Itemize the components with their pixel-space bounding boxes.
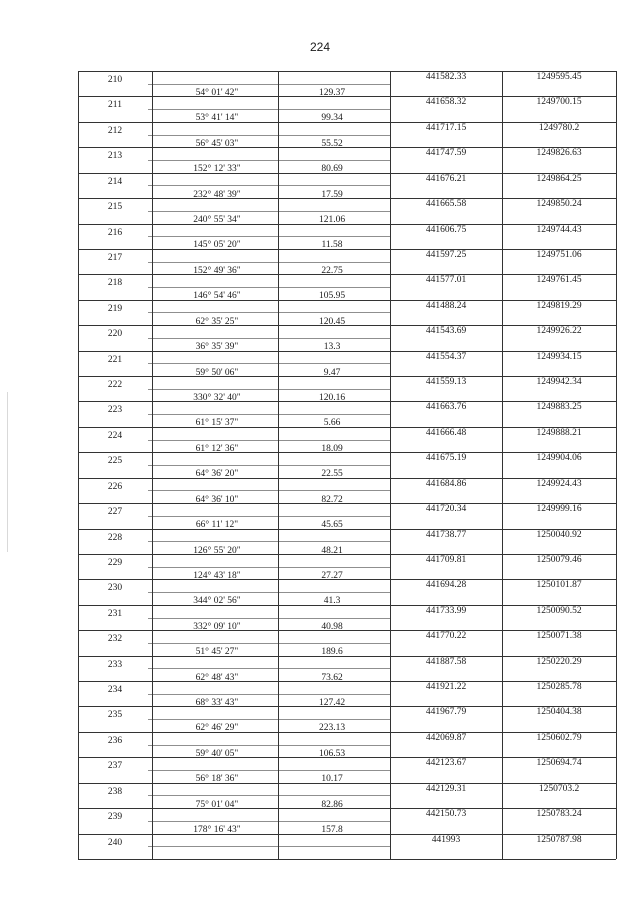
point-number: 214 <box>107 177 123 187</box>
table-mid-rule <box>148 287 390 288</box>
segment-length: 22.75 <box>321 266 343 276</box>
segment-length: 129.37 <box>318 88 346 98</box>
point-number: 212 <box>107 126 123 136</box>
table-mid-rule <box>148 185 390 186</box>
y-coordinate: 1249744.43 <box>536 225 582 235</box>
point-number: 221 <box>107 355 123 365</box>
table-mid-rule <box>148 160 390 161</box>
y-coordinate: 1250040.92 <box>536 530 582 540</box>
table-mid-rule <box>148 821 390 822</box>
point-number: 215 <box>107 202 123 212</box>
table-mid-rule <box>148 465 390 466</box>
y-coordinate: 1250694.74 <box>536 758 582 768</box>
direction-angle: 56° 18' 36" <box>195 774 239 784</box>
table-mid-rule <box>148 592 390 593</box>
table-mid-rule <box>148 770 390 771</box>
direction-angle: 68° 33' 43" <box>195 698 239 708</box>
segment-length: 157.8 <box>321 825 343 835</box>
y-coordinate: 1250787.98 <box>536 835 582 845</box>
page-number: 224 <box>309 40 331 54</box>
x-coordinate: 441676.21 <box>425 174 467 184</box>
table-mid-rule <box>148 719 390 720</box>
segment-length: 13.3 <box>323 342 341 352</box>
point-number: 237 <box>107 761 123 771</box>
point-number: 238 <box>107 787 123 797</box>
direction-angle: 59° 40' 05" <box>195 749 239 759</box>
point-number: 218 <box>107 278 123 288</box>
segment-length: 9.47 <box>323 368 341 378</box>
y-coordinate: 1250783.24 <box>536 809 582 819</box>
x-coordinate: 442150.73 <box>425 809 467 819</box>
point-number: 229 <box>107 558 123 568</box>
y-coordinate: 1249904.06 <box>536 453 582 463</box>
y-coordinate: 1249926.22 <box>536 326 582 336</box>
segment-length: 73.62 <box>321 673 343 683</box>
y-coordinate: 1249942.34 <box>536 377 582 387</box>
point-number: 226 <box>107 482 123 492</box>
table-mid-rule <box>148 109 390 110</box>
direction-angle: 53° 41' 14" <box>195 113 239 123</box>
point-number: 231 <box>107 609 123 619</box>
segment-length: 45.65 <box>321 520 343 530</box>
direction-angle: 344° 02' 56" <box>193 596 241 606</box>
segment-length: 80.69 <box>321 164 343 174</box>
direction-angle: 36° 35' 39" <box>195 342 239 352</box>
point-number: 224 <box>107 431 123 441</box>
direction-angle: 178° 16' 43" <box>193 825 241 835</box>
x-coordinate: 441582.33 <box>425 72 467 82</box>
segment-length: 41.3 <box>323 596 341 606</box>
point-number: 239 <box>107 812 123 822</box>
y-coordinate: 1249850.24 <box>536 199 582 209</box>
x-coordinate: 441694.28 <box>425 580 467 590</box>
segment-length: 120.45 <box>318 317 346 327</box>
segment-length: 82.72 <box>321 495 343 505</box>
point-number: 210 <box>107 75 123 85</box>
x-coordinate: 441887.58 <box>425 657 467 667</box>
x-coordinate: 441675.19 <box>425 453 467 463</box>
y-coordinate: 1249999.16 <box>536 504 582 514</box>
table-mid-rule <box>148 490 390 491</box>
table-mid-rule <box>148 745 390 746</box>
table-mid-rule <box>148 440 390 441</box>
segment-length: 121.06 <box>318 215 346 225</box>
x-coordinate: 442129.31 <box>425 784 467 794</box>
x-coordinate: 441770.22 <box>425 631 467 641</box>
point-number: 232 <box>107 634 123 644</box>
direction-angle: 232° 48' 39" <box>193 190 241 200</box>
x-coordinate: 441709.81 <box>425 555 467 565</box>
point-number: 216 <box>107 228 123 238</box>
x-coordinate: 442069.87 <box>425 733 467 743</box>
x-coordinate: 441733.99 <box>425 606 467 616</box>
table-vertical-rule <box>616 71 617 859</box>
point-number: 220 <box>107 329 123 339</box>
table-mid-rule <box>148 211 390 212</box>
table-mid-rule <box>148 389 390 390</box>
segment-length: 40.98 <box>321 622 343 632</box>
direction-angle: 54° 01' 42" <box>195 88 239 98</box>
y-coordinate: 1249780.2 <box>538 123 580 133</box>
table-mid-rule <box>148 262 390 263</box>
table-mid-rule <box>148 363 390 364</box>
segment-length: 17.59 <box>321 190 343 200</box>
y-coordinate: 1249761.45 <box>536 275 582 285</box>
point-number: 219 <box>107 304 123 314</box>
y-coordinate: 1250079.46 <box>536 555 582 565</box>
table-mid-rule <box>148 541 390 542</box>
table-mid-rule <box>148 516 390 517</box>
y-coordinate: 1249924.43 <box>536 479 582 489</box>
y-coordinate: 1250703.2 <box>538 784 580 794</box>
x-coordinate: 441577.01 <box>425 275 467 285</box>
segment-length: 48.21 <box>321 546 343 556</box>
y-coordinate: 1249888.21 <box>536 428 582 438</box>
segment-length: 223.13 <box>318 723 346 733</box>
point-number: 233 <box>107 660 123 670</box>
direction-angle: 152° 49' 36" <box>193 266 241 276</box>
point-number: 227 <box>107 507 123 517</box>
direction-angle: 62° 35' 25" <box>195 317 239 327</box>
table-mid-rule <box>148 338 390 339</box>
x-coordinate: 441606.75 <box>425 225 467 235</box>
x-coordinate: 441597.25 <box>425 250 467 260</box>
segment-length: 82.86 <box>321 800 343 810</box>
direction-angle: 66° 11' 12" <box>195 520 239 530</box>
x-coordinate: 441559.13 <box>425 377 467 387</box>
y-coordinate: 1250285.78 <box>536 682 582 692</box>
x-coordinate: 441684.86 <box>425 479 467 489</box>
direction-angle: 145° 05' 20" <box>193 240 241 250</box>
table-mid-rule <box>148 312 390 313</box>
point-number: 222 <box>107 380 123 390</box>
y-coordinate: 1250404.38 <box>536 707 582 717</box>
segment-length: 55.52 <box>321 139 343 149</box>
y-coordinate: 1249826.63 <box>536 148 582 158</box>
direction-angle: 62° 48' 43" <box>195 673 239 683</box>
table-mid-rule <box>148 135 390 136</box>
x-coordinate: 441921.22 <box>425 682 467 692</box>
segment-length: 99.34 <box>321 113 343 123</box>
x-coordinate: 441717.15 <box>425 123 467 133</box>
x-coordinate: 441720.34 <box>425 504 467 514</box>
table-mid-rule <box>148 694 390 695</box>
table-mid-rule <box>148 668 390 669</box>
y-coordinate: 1250090.52 <box>536 606 582 616</box>
segment-length: 11.58 <box>321 240 343 250</box>
direction-angle: 240° 55' 34" <box>193 215 241 225</box>
direction-angle: 75° 01' 04" <box>195 800 239 810</box>
table-mid-rule <box>148 618 390 619</box>
table-mid-rule <box>148 643 390 644</box>
direction-angle: 64° 36' 20" <box>195 469 239 479</box>
x-coordinate: 441488.24 <box>425 301 467 311</box>
direction-angle: 332° 09' 10" <box>193 622 241 632</box>
point-number: 213 <box>107 151 123 161</box>
x-coordinate: 441554.37 <box>425 352 467 362</box>
segment-length: 27.27 <box>321 571 343 581</box>
segment-length: 189.6 <box>321 647 343 657</box>
point-number: 228 <box>107 533 123 543</box>
x-coordinate: 441747.59 <box>425 148 467 158</box>
direction-angle: 61° 12' 36" <box>195 444 239 454</box>
point-number: 211 <box>108 100 122 110</box>
table-mid-rule <box>148 414 390 415</box>
direction-angle: 126° 55' 20" <box>193 546 241 556</box>
table-mid-rule <box>148 567 390 568</box>
table-mid-rule <box>148 846 390 847</box>
direction-angle: 64° 36' 10" <box>195 495 239 505</box>
point-number: 234 <box>107 685 123 695</box>
direction-angle: 59° 50' 06" <box>195 368 239 378</box>
point-number: 230 <box>107 583 123 593</box>
direction-angle: 61° 15' 37" <box>195 418 239 428</box>
segment-length: 106.53 <box>318 749 346 759</box>
direction-angle: 146° 54' 46" <box>193 291 241 301</box>
point-number: 217 <box>107 253 123 263</box>
table-mid-rule <box>148 236 390 237</box>
x-coordinate: 441666.48 <box>425 428 467 438</box>
point-number: 225 <box>107 456 123 466</box>
y-coordinate: 1249864.25 <box>536 174 582 184</box>
x-coordinate: 441993 <box>431 835 461 845</box>
segment-length: 22.55 <box>321 469 343 479</box>
table-mid-rule <box>148 84 390 85</box>
y-coordinate: 1249700.15 <box>536 97 582 107</box>
x-coordinate: 441663.76 <box>425 402 467 412</box>
direction-angle: 330° 32' 40" <box>193 393 241 403</box>
y-coordinate: 1249751.06 <box>536 250 582 260</box>
y-coordinate: 1249595.45 <box>536 72 582 82</box>
segment-length: 120.16 <box>318 393 346 403</box>
y-coordinate: 1249934.15 <box>536 352 582 362</box>
segment-length: 105.95 <box>318 291 346 301</box>
direction-angle: 56° 45' 03" <box>195 139 239 149</box>
point-number: 236 <box>107 736 123 746</box>
x-coordinate: 442123.67 <box>425 758 467 768</box>
y-coordinate: 1250071.38 <box>536 631 582 641</box>
x-coordinate: 441665.58 <box>425 199 467 209</box>
point-number: 235 <box>107 710 123 720</box>
direction-angle: 152° 12' 33" <box>193 164 241 174</box>
point-number: 223 <box>107 405 123 415</box>
x-coordinate: 441967.79 <box>425 707 467 717</box>
table-vertical-rule <box>78 71 79 859</box>
segment-length: 10.17 <box>321 774 343 784</box>
y-coordinate: 1250101.87 <box>536 580 582 590</box>
table-horizontal-rule <box>78 859 616 860</box>
y-coordinate: 1249819.29 <box>536 301 582 311</box>
x-coordinate: 441738.77 <box>425 530 467 540</box>
segment-length: 127.42 <box>318 698 346 708</box>
x-coordinate: 441543.69 <box>425 326 467 336</box>
segment-length: 5.66 <box>323 418 341 428</box>
segment-length: 18.09 <box>321 444 343 454</box>
table-mid-rule <box>148 795 390 796</box>
y-coordinate: 1250220.29 <box>536 657 582 667</box>
direction-angle: 51° 45' 27" <box>195 647 239 657</box>
y-coordinate: 1250602.79 <box>536 733 582 743</box>
direction-angle: 124° 43' 18" <box>193 571 241 581</box>
x-coordinate: 441658.32 <box>425 97 467 107</box>
direction-angle: 62° 46' 29" <box>195 723 239 733</box>
y-coordinate: 1249883.25 <box>536 402 582 412</box>
point-number: 240 <box>107 838 123 848</box>
